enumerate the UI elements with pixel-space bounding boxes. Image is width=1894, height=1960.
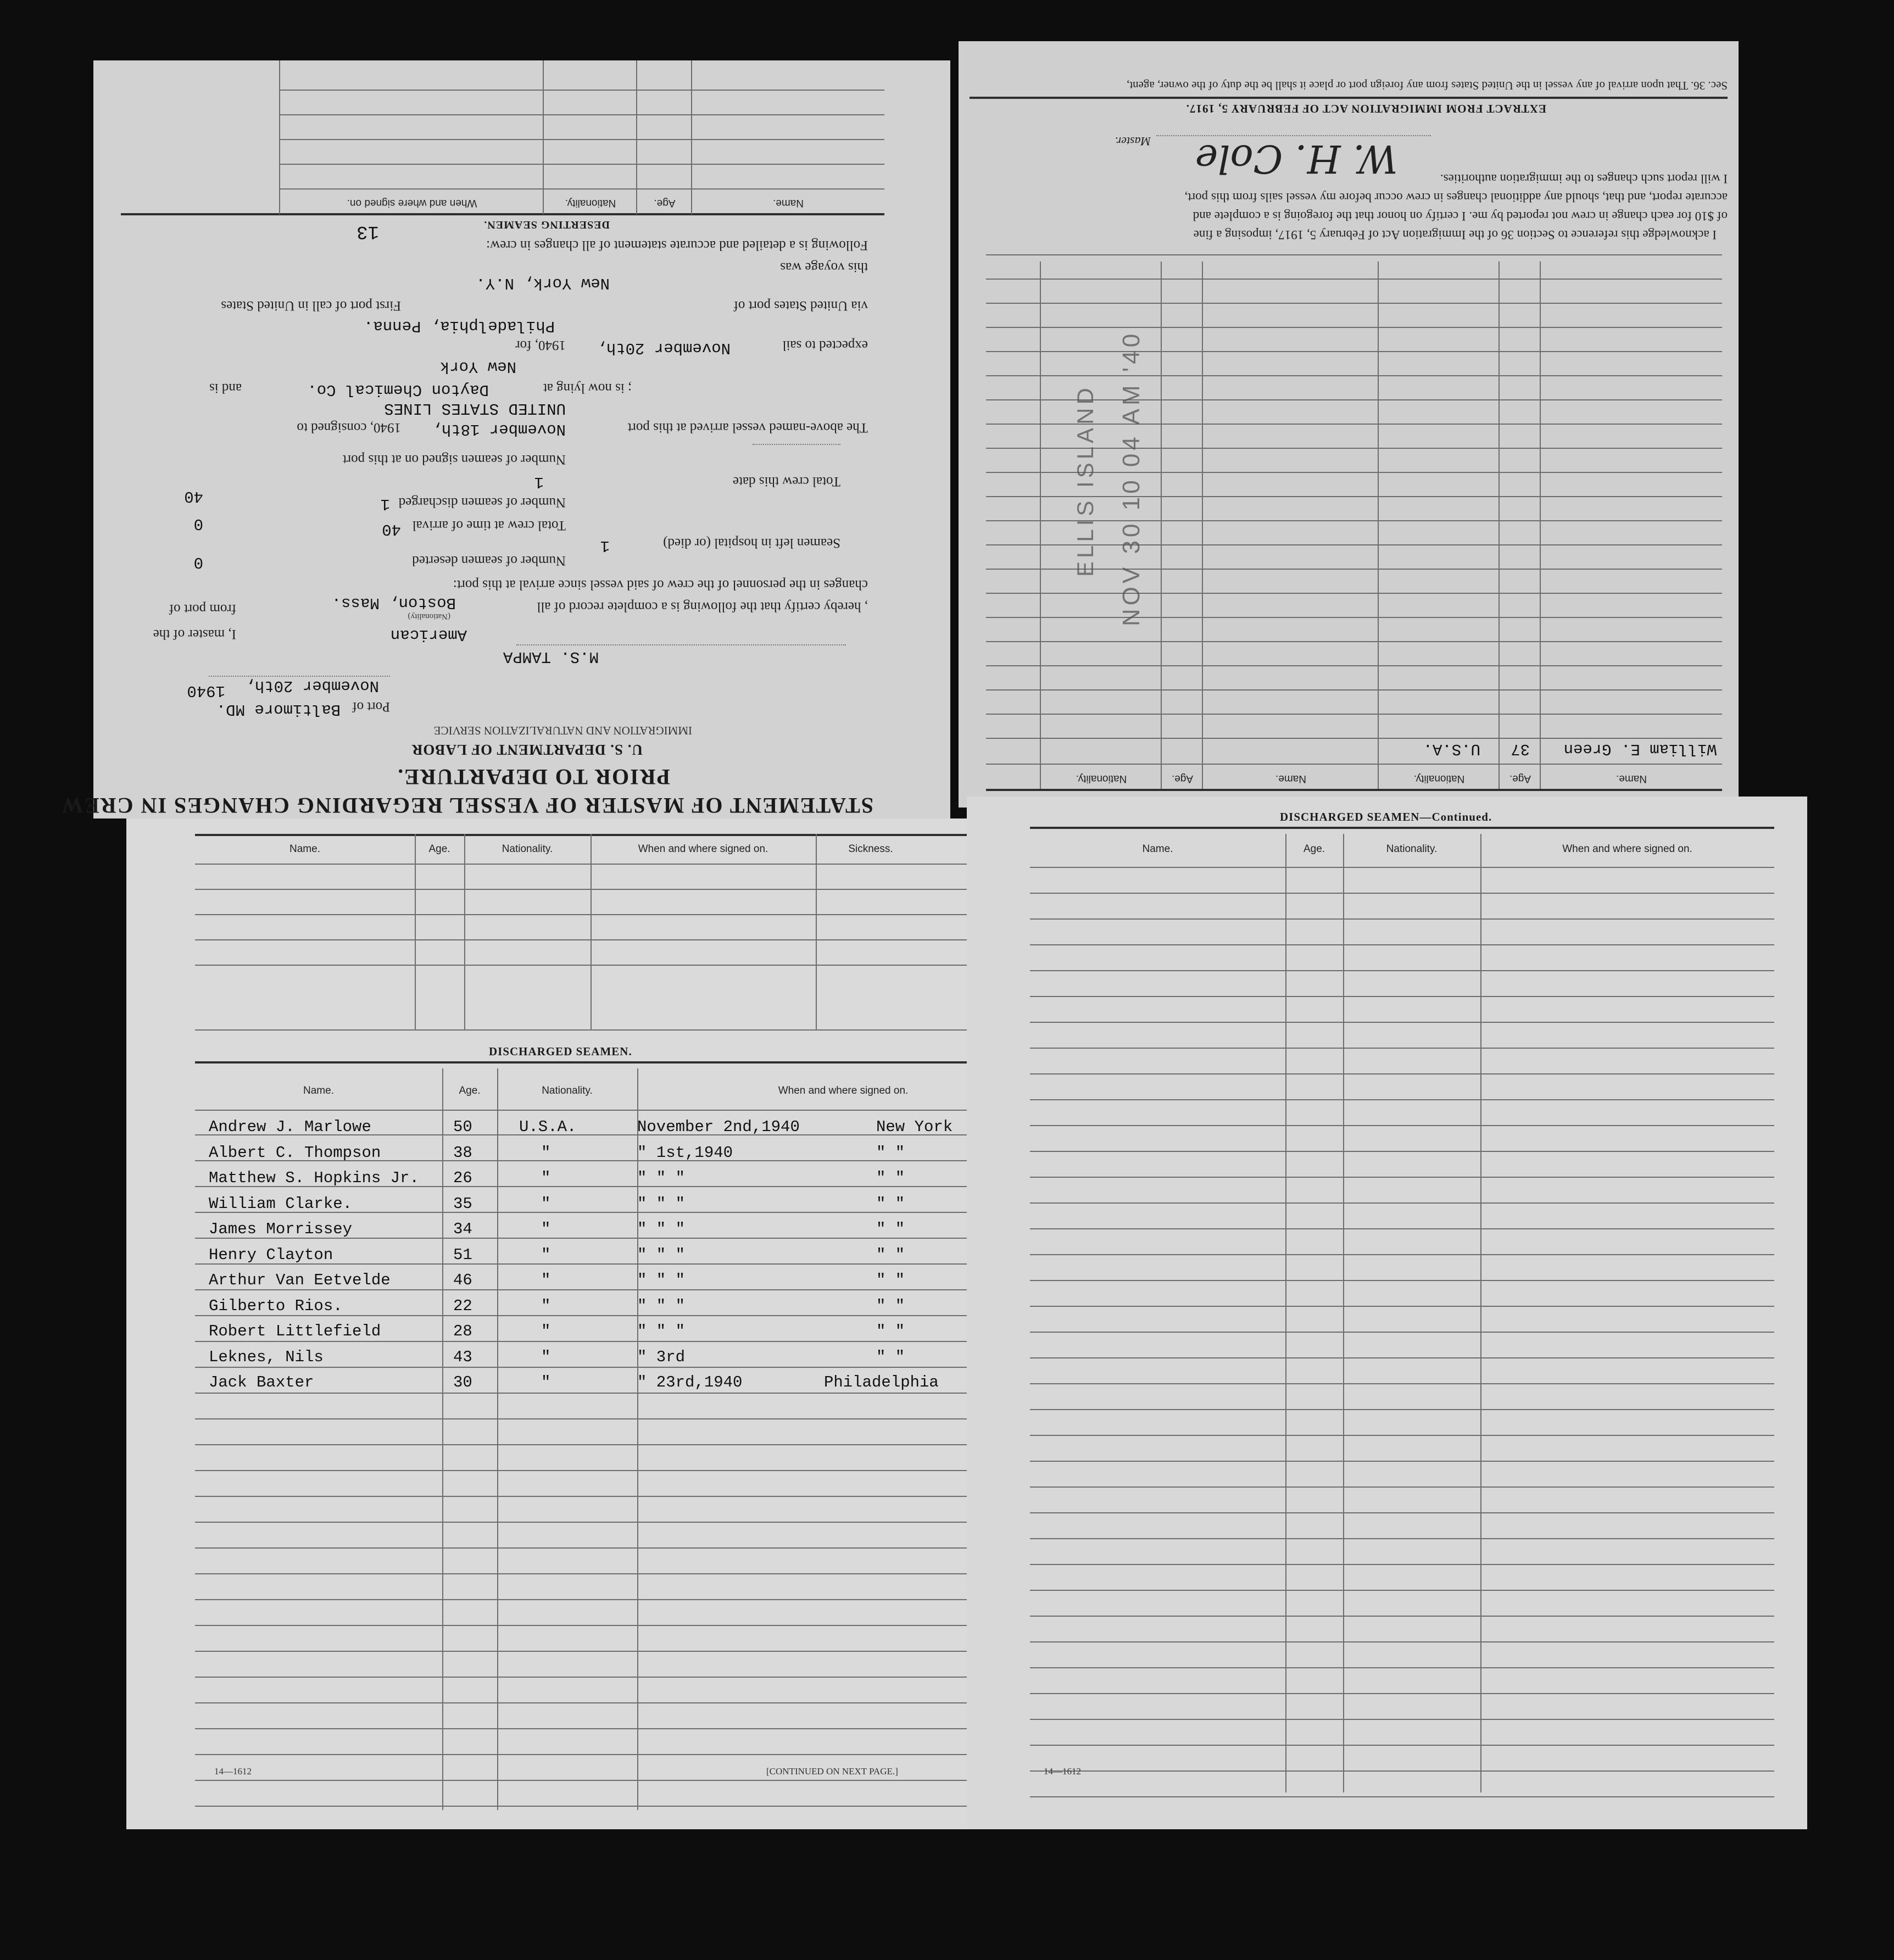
- form-title-line1: STATEMENT OF MASTER OF VESSEL REGARDING CHANGES IN CREW: [60, 793, 873, 818]
- deserting-col-nationality: Nationality.: [565, 197, 616, 209]
- port-value: Baltimore MD.: [216, 700, 341, 719]
- row-line: [986, 254, 1722, 255]
- hospital-rule: [195, 834, 1049, 836]
- discharged-col-when: When and where signed on.: [778, 1085, 909, 1096]
- hospital-value: 1: [600, 537, 610, 555]
- row-line: [195, 1418, 1049, 1419]
- discharged-where: " ": [876, 1194, 905, 1213]
- continued-vline: [1285, 834, 1286, 1792]
- hospital-col-name: Name.: [289, 843, 320, 855]
- deserting-row-line: [280, 139, 884, 140]
- continued-rule: [1030, 827, 1774, 829]
- row-line: [1030, 1745, 1774, 1746]
- discharged-age: 26: [453, 1169, 472, 1187]
- row-line: [1030, 970, 1774, 971]
- row-line: [195, 1780, 1049, 1781]
- discharged-nationality: ": [541, 1322, 551, 1340]
- from-port-value: Boston, Mass.: [331, 594, 456, 612]
- discharged-label: Number of seamen discharged: [398, 495, 566, 510]
- form-title-line2: PRIOR TO DEPARTURE.: [397, 765, 670, 789]
- row-line: [195, 1341, 1049, 1342]
- discharged-where: " ": [876, 1245, 905, 1264]
- deserting-row-line: [280, 90, 884, 91]
- date-value: November 20th,: [245, 677, 379, 695]
- continued-vline: [1480, 834, 1481, 1792]
- discharged-nationality: ": [541, 1169, 551, 1187]
- master-signature: W. H. Cole: [1195, 136, 1398, 181]
- form-number-2: 14—1612: [1044, 1766, 1081, 1777]
- signed-on-nationality: U.S.A.: [1423, 740, 1480, 758]
- dept-line2: IMMIGRATION AND NATURALIZATION SERVICE: [433, 724, 692, 737]
- discharged-name: Robert Littlefield: [209, 1322, 381, 1340]
- hospital-row-line: [195, 889, 1049, 890]
- row-line: [195, 1702, 1049, 1703]
- total-date-value: 40: [184, 487, 203, 505]
- signed-on-vline: [1202, 261, 1203, 789]
- arrived-label: The above-named vessel arrived at this port: [627, 420, 868, 435]
- top-right-page: [959, 41, 1739, 808]
- lying-label: ; is now lying at: [543, 381, 632, 396]
- vessel-underline: [516, 644, 846, 645]
- discharged-name: Matthew S. Hopkins Jr.: [209, 1169, 419, 1187]
- ack-line-4: I will report such changes to the immigration authorities.: [1440, 172, 1728, 186]
- row-line: [195, 1367, 1049, 1368]
- discharged-age: 38: [453, 1143, 472, 1162]
- hospital-row-line: [195, 965, 1049, 966]
- stamp-number: 13: [356, 221, 379, 242]
- discharged-age: 51: [453, 1245, 472, 1264]
- row-line: [195, 1625, 1049, 1626]
- row-line: [1030, 1254, 1774, 1255]
- sec-text: Sec. 36. That upon arrival of any vessel in the United States from any foreign port or place it shall be the duty of the owner, agent,: [1127, 79, 1728, 92]
- discharged-when: " " ": [637, 1169, 686, 1187]
- master-sig-label: Master.: [1115, 135, 1151, 148]
- row-line: [1030, 1125, 1774, 1126]
- continued-note: [CONTINUED ON NEXT PAGE.]: [766, 1766, 898, 1777]
- signed-on-col-name: Name.: [1616, 773, 1647, 784]
- signed-on-vline: [1378, 261, 1379, 789]
- hospital-row-line: [195, 939, 1049, 940]
- signed-on-vline: [1040, 261, 1041, 789]
- row-line: [1030, 996, 1774, 997]
- row-line: [195, 1522, 1049, 1523]
- discharged-name: Albert C. Thompson: [209, 1143, 381, 1162]
- changes-text: changes in the personnel of the crew of said vessel since arrival at this port:: [453, 577, 868, 592]
- row-line: [1030, 1280, 1774, 1281]
- continued-col-name: Name.: [1142, 843, 1173, 855]
- discharged-age: 35: [453, 1194, 472, 1213]
- discharged-where: " ": [876, 1322, 905, 1340]
- row-line: [1030, 893, 1774, 894]
- row-line: [986, 689, 1722, 691]
- row-line: [1030, 1616, 1774, 1617]
- hospital-header-line: [195, 864, 1049, 865]
- deserted-label: Number of seamen deserted: [412, 553, 566, 568]
- via-line: via United States port of: [733, 298, 868, 313]
- discharged-age: 34: [453, 1220, 472, 1238]
- continued-vline: [1343, 834, 1344, 1792]
- voyage-line: this voyage was: [780, 260, 868, 275]
- discharged-where: " ": [876, 1220, 905, 1238]
- extract-rule: [970, 97, 1728, 99]
- row-line: [1030, 1306, 1774, 1307]
- row-line: [195, 1289, 1049, 1290]
- discharged-col-age: Age.: [459, 1085, 481, 1096]
- row-line: [1030, 1512, 1774, 1513]
- continued-header-line: [1030, 867, 1774, 868]
- ack-line-3: accurate report, and that, should any additional changes in crew occur before my vessel sails from this port,: [1184, 191, 1728, 204]
- discharged-vline: [442, 1068, 443, 1810]
- row-line: [986, 617, 1722, 618]
- first-port-label: First port of call in United States: [221, 298, 401, 313]
- row-line: [1030, 1332, 1774, 1333]
- top-left-page: [60, 60, 950, 818]
- row-line: [195, 1393, 1049, 1394]
- discharged-value: 1: [380, 495, 390, 513]
- discharged-when: " " ": [637, 1220, 686, 1238]
- expected-label: expected to sail: [782, 338, 868, 353]
- hospital-bottom-line: [195, 1029, 1049, 1031]
- hospital-label: Seamen left in hospital (or died): [663, 536, 840, 550]
- hospital-col-age: Age.: [428, 843, 450, 855]
- deserting-title: DESERTING SEAMEN.: [483, 219, 610, 231]
- discharged-header-line: [195, 1110, 1049, 1111]
- discharged-nationality: ": [541, 1143, 551, 1162]
- port-label: Port of: [352, 699, 390, 714]
- hospital-vline: [816, 834, 817, 1029]
- row-line: [195, 1806, 1049, 1807]
- row-line: [1030, 1022, 1774, 1023]
- row-line: [1030, 1693, 1774, 1694]
- signed-on-col-name-2: Name.: [1275, 773, 1306, 784]
- expected-year: 1940, for: [515, 338, 566, 353]
- row-line: [1030, 1048, 1774, 1049]
- row-line: [195, 1315, 1049, 1316]
- top-left-page-inverted: [60, 60, 950, 818]
- continued-col-age: Age.: [1303, 843, 1325, 855]
- continued-col-when: When and where signed on.: [1562, 843, 1692, 855]
- dept-line1: U. S. DEPARTMENT OF LABOR: [411, 742, 643, 758]
- row-line: [195, 1599, 1049, 1600]
- row-line: [1030, 1383, 1774, 1384]
- signed-on-col-nationality-2: Nationality.: [1076, 773, 1127, 784]
- discharged-nationality: ": [541, 1220, 551, 1238]
- signed-on-vline: [1499, 261, 1500, 789]
- discharged-nationality: ": [541, 1373, 551, 1391]
- row-line: [1030, 1099, 1774, 1100]
- deserting-col-when: When and where signed on.: [347, 197, 477, 209]
- signed-on-underline: [753, 444, 840, 445]
- deserting-vline-1: [691, 60, 692, 214]
- total-date-label: Total crew this date: [732, 474, 840, 489]
- deserted-value2: 0: [193, 515, 203, 533]
- discharged-name: Henry Clayton: [209, 1245, 333, 1264]
- signed-on-col-age: Age.: [1509, 773, 1531, 784]
- row-line: [986, 303, 1722, 304]
- row-line: [1030, 1073, 1774, 1074]
- discharged-age: 30: [453, 1373, 472, 1391]
- hospital-vline: [464, 834, 465, 1029]
- expected-dest: New York: [439, 358, 516, 376]
- discharged-nationality: ": [541, 1271, 551, 1289]
- discharged-when: " " ": [637, 1322, 686, 1340]
- discharged-nationality: ": [541, 1194, 551, 1213]
- row-line: [195, 1728, 1049, 1729]
- nationality-sub: (Nationality): [408, 612, 450, 621]
- master-label: I, master of the: [153, 627, 236, 642]
- discharged-when: " " ": [637, 1296, 686, 1315]
- discharged-col-name: Name.: [303, 1085, 334, 1096]
- row-line: [195, 1651, 1049, 1652]
- arrived-date: November 18th,: [432, 420, 566, 438]
- stamp-ellis-island: ELLIS ISLAND: [1072, 385, 1098, 577]
- date-underline: [209, 676, 390, 677]
- row-line: [1030, 1796, 1774, 1797]
- row-line: [1030, 1435, 1774, 1436]
- row-line: [1030, 1538, 1774, 1539]
- signed-on-name: William E. Green: [1563, 740, 1717, 758]
- arrival-value: 40: [382, 520, 401, 538]
- hospital-row-line: [195, 914, 1049, 915]
- signed-on-header-line: [986, 764, 1722, 765]
- discharged-age: 22: [453, 1296, 472, 1315]
- lying-value: Dayton Chemical Co.: [307, 381, 489, 399]
- discharged-where: " ": [876, 1143, 905, 1162]
- row-line: [1030, 1641, 1774, 1642]
- discharged-title: DISCHARGED SEAMEN.: [489, 1045, 632, 1058]
- deserting-vline-2: [636, 60, 637, 214]
- signed-on-vline: [1540, 261, 1541, 789]
- discharged-col-nationality: Nationality.: [542, 1085, 593, 1096]
- ack-line-1: I acknowledge this reference to Section 36 of the Immigration Act of February 5, 1917, imposing a fine: [1193, 228, 1717, 242]
- voyage-value: New York, N.Y.: [476, 274, 610, 292]
- row-line: [986, 738, 1722, 739]
- row-line: [1030, 918, 1774, 920]
- discharged-where: " ": [876, 1296, 905, 1315]
- discharged-name: Gilberto Rios.: [209, 1296, 343, 1315]
- row-line: [986, 375, 1722, 376]
- nationality-value: American: [390, 626, 467, 644]
- lying-end: and is: [209, 381, 242, 396]
- row-line: [1030, 1770, 1774, 1772]
- discharged-nationality: ": [541, 1348, 551, 1366]
- following-text: Following is a detailed and accurate statement of all changes in crew:: [486, 238, 868, 253]
- deserting-col-name: Name.: [773, 197, 804, 209]
- discharged-rule: [195, 1061, 1049, 1063]
- deserting-vline-4: [279, 60, 280, 214]
- deserting-vline-3: [543, 60, 544, 214]
- row-line: [1030, 1719, 1774, 1720]
- discharged-where: " ": [876, 1271, 905, 1289]
- signed-on-rule: [986, 789, 1722, 791]
- discharged-nationality: U.S.A.: [519, 1118, 577, 1136]
- row-line: [1030, 1667, 1774, 1668]
- discharged-name: Andrew J. Marlowe: [209, 1118, 371, 1136]
- top-right-page-inverted: [959, 41, 1739, 808]
- row-line: [195, 1444, 1049, 1445]
- form-number: 14—1612: [214, 1766, 252, 1777]
- discharged-age: 43: [453, 1348, 472, 1366]
- row-line: [986, 665, 1722, 666]
- discharged-when: " 23rd,1940: [637, 1373, 743, 1391]
- discharged-nationality: ": [541, 1296, 551, 1315]
- row-line: [1030, 944, 1774, 945]
- row-line: [986, 714, 1722, 715]
- discharged-name: William Clarke.: [209, 1194, 353, 1213]
- row-line: [1030, 1151, 1774, 1152]
- row-line: [1030, 1177, 1774, 1178]
- discharged-name: Arthur Van Eetvelde: [209, 1271, 391, 1289]
- signed-on-col-nationality: Nationality.: [1413, 773, 1465, 784]
- discharged-name: Leknes, Nils: [209, 1348, 324, 1366]
- certify-text: , hereby certify that the following is a complete record of all: [537, 599, 868, 614]
- arrived-year: 1940, consigned to: [297, 420, 401, 435]
- discharged-when: " 3rd: [637, 1348, 686, 1366]
- continued-title: DISCHARGED SEAMEN—Continued.: [1280, 810, 1492, 823]
- stamp-date: NOV 30 10 04 AM '40: [1118, 330, 1145, 626]
- deserting-row-line: [280, 114, 884, 115]
- consigned-value: UNITED STATES LINES: [384, 399, 566, 417]
- row-line: [1030, 1357, 1774, 1358]
- hospital-col-when: When and where signed on.: [638, 843, 768, 855]
- discharged-vline: [497, 1068, 498, 1810]
- signed-on-col-age-2: Age.: [1171, 773, 1194, 784]
- discharged-age: 46: [453, 1271, 472, 1289]
- row-line: [986, 641, 1722, 642]
- discharged-when: " " ": [637, 1194, 686, 1213]
- discharged-value-b: 1: [534, 473, 544, 491]
- hospital-vline: [591, 834, 592, 1029]
- discharged-name: Jack Baxter: [209, 1373, 314, 1391]
- extract-title: EXTRACT FROM IMMIGRATION ACT OF FEBRUARY 5, 1917.: [1185, 102, 1546, 115]
- discharged-when: " 1st,1940: [637, 1143, 733, 1162]
- discharged-age: 28: [453, 1322, 472, 1340]
- continued-col-nationality: Nationality.: [1386, 843, 1438, 855]
- arrival-label: Total crew at time of arrival: [412, 518, 566, 533]
- signed-on-vline: [1161, 261, 1162, 789]
- from-port-label: from port of: [169, 602, 236, 616]
- row-line: [986, 351, 1722, 352]
- discharged-age: 50: [453, 1118, 472, 1136]
- row-line: [986, 279, 1722, 280]
- discharged-when: " " ": [637, 1245, 686, 1264]
- row-line: [195, 1754, 1049, 1755]
- row-line: [195, 1496, 1049, 1497]
- discharged-when: " " ": [637, 1271, 686, 1289]
- vessel-value: M.S. TAMPA: [503, 648, 599, 666]
- row-line: [986, 593, 1722, 594]
- row-line: [1030, 1409, 1774, 1410]
- row-line: [1030, 1461, 1774, 1462]
- row-line: [195, 1547, 1049, 1549]
- signed-on-label: Number of seamen signed on at this port: [342, 452, 566, 467]
- row-line: [1030, 1590, 1774, 1591]
- expected-date: November 20th,: [597, 339, 731, 357]
- discharged-where: Philadelphia: [824, 1373, 939, 1391]
- deserting-rule: [121, 213, 884, 215]
- discharged-where: " ": [876, 1348, 905, 1366]
- row-line: [195, 1470, 1049, 1471]
- row-line: [1030, 1486, 1774, 1488]
- row-line: [986, 327, 1722, 328]
- row-line: [195, 1677, 1049, 1678]
- signature-underline: [1156, 135, 1431, 136]
- row-line: [1030, 1564, 1774, 1565]
- ack-line-2: of $10 for each change in crew not reported by me. I certify on honor that the foregoing is a complete and: [1193, 209, 1728, 223]
- hospital-col-sickness: Sickness.: [848, 843, 893, 855]
- hospital-col-nationality: Nationality.: [502, 843, 553, 855]
- via-value: Philadelphia, Penna.: [363, 317, 555, 335]
- deserted-value: 0: [193, 553, 203, 571]
- row-line: [195, 1573, 1049, 1574]
- row-line: [1030, 1202, 1774, 1204]
- discharged-where: New York: [876, 1118, 953, 1136]
- deserting-row-line: [280, 164, 884, 165]
- discharged-name: James Morrissey: [209, 1220, 353, 1238]
- row-line: [1030, 1228, 1774, 1229]
- signed-on-age: 37: [1511, 740, 1530, 758]
- discharged-when: November 2nd,1940: [637, 1118, 800, 1136]
- bottom-right-page: [967, 797, 1807, 1829]
- bottom-left-page: [126, 818, 968, 1829]
- discharged-nationality: ": [541, 1245, 551, 1264]
- discharged-where: " ": [876, 1169, 905, 1187]
- hospital-vline: [415, 834, 416, 1029]
- deserting-row-line: [280, 188, 884, 190]
- deserting-col-age: Age.: [654, 197, 676, 209]
- date-year: 1940: [187, 682, 225, 700]
